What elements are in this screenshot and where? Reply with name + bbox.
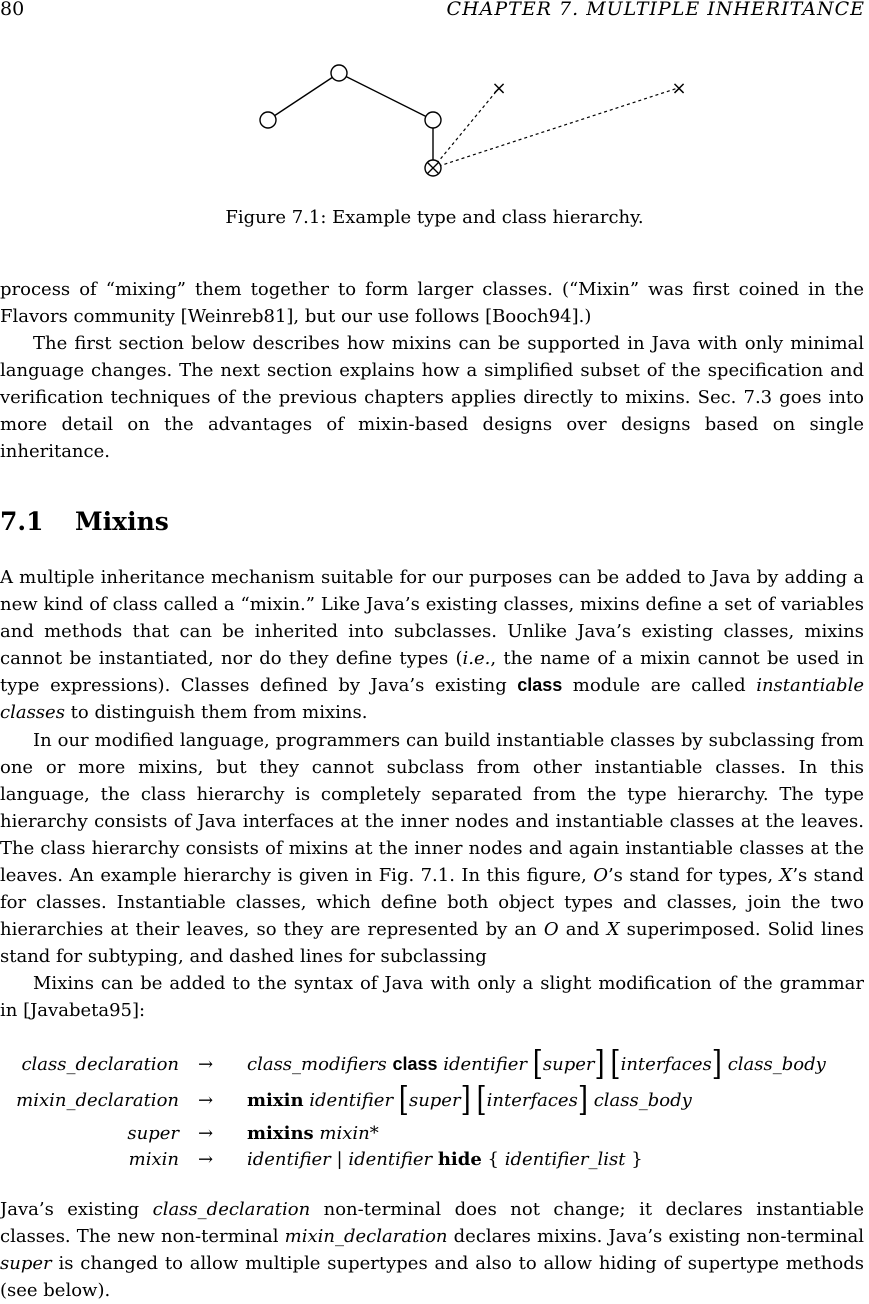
subclass-edge-short [433, 88, 499, 168]
keyword-class: class [517, 675, 563, 695]
hierarchy-diagram [0, 50, 869, 190]
grammar-rule-mixin-declaration: mixin_declaration → mixin identifier [super] [interfaces] class_body [16, 1080, 692, 1120]
paragraph-overview: The first section below describes how mixins can be supported in Java with only minimal language changes. The next section explains how a simplified subset of the specification and verification techniques of the previous chapters applies directly to mixins. Sec. 7.3 goes into more detail on the advantages of mixin-based designs over designs based on single inheritance. [0, 333, 864, 462]
paragraph-modified-language: In our modified language, programmers can build instantiable classes by subclassing from one or more mixins, but they cannot subclass from other instantiable classes. In this language, the class hierarchy is completely separated from the type hierarchy. The type hierarchy consists of Java interfaces at the inner nodes and instantiable classes at the leaves. The class hierarchy consists of mixins at the inner nodes and again instantiable classes at the leaves. An example hierarchy is given in Fig. 7.1. In this figure, O’s stand for types, X’s stand for classes. Instantiable classes, which define both object types and classes, join the two hierarchies at their leaves, so they are represented by an O and X superimposed. Solid lines stand for subtyping, and dashed lines for subclassing [0, 730, 864, 967]
hierarchy-figure [0, 50, 869, 190]
paragraph-grammar-explanation: Java’s existing class_declaration non-terminal does not change; it declares instantiable classes. The new non-terminal mixin_declaration declares mixins. Java’s existing non-terminal super is changed to allow multiple supertypes and also to allow hiding of supertype methods (see below). [0, 1199, 865, 1301]
subclass-edge-long [433, 88, 678, 168]
grammar-rule-super: super → mixins mixin* [127, 1123, 379, 1144]
running-head: CHAPTER 7. MULTIPLE INHERITANCE [446, 0, 865, 20]
type-node-right [425, 112, 441, 128]
subtype-edge-root-left [268, 73, 339, 120]
type-node-left [260, 112, 276, 128]
subtype-edge-root-right [339, 73, 433, 120]
grammar-rule-class-declaration: class_declaration → class_modifiers class identifier [super] [interfaces] class_body [21, 1044, 826, 1084]
section-title: Mixins [75, 507, 169, 536]
type-node-root [331, 65, 347, 81]
paragraph-intro-continued: process of “mixing” them together to form larger classes. (“Mixin” was first coined in the Flavors community [Weinreb81], but our use follows [Booch94].) [0, 279, 864, 327]
figure-caption: Figure 7.1: Example type and class hierarchy. [225, 207, 644, 228]
grammar-rule-mixin: mixin → identifier | identifier hide { identifier_list } [128, 1149, 643, 1170]
abbrev-ie: i.e. [462, 648, 491, 669]
page-header [0, 0, 869, 24]
section-number: 7.1 [0, 507, 44, 536]
section-heading [0, 507, 169, 536]
page-number: 80 [0, 0, 25, 20]
term-instantiable-classes: instantiable classes [0, 675, 864, 723]
mixin-node-far: × [671, 78, 687, 99]
paragraph-syntax-intro: Mixins can be added to the syntax of Java with only a slight modification of the grammar in [Javabeta95]: [0, 973, 864, 1021]
paragraph-mixin-definition: A multiple inheritance mechanism suitable for our purposes can be added to Java by adding a new kind of class called a “mixin.” Like Java’s existing classes, mixins define a set of variables and methods that can be inherited into subclasses. Unlike Java’s existing classes, mixins cannot be instantiated, nor do they define types (i.e., the name of a mixin cannot be used in type expressions). Classes defined by Java’s existing class module are called instantiable classes to distinguish them from mixins. [0, 567, 864, 723]
mixin-node-near: × [491, 78, 507, 99]
